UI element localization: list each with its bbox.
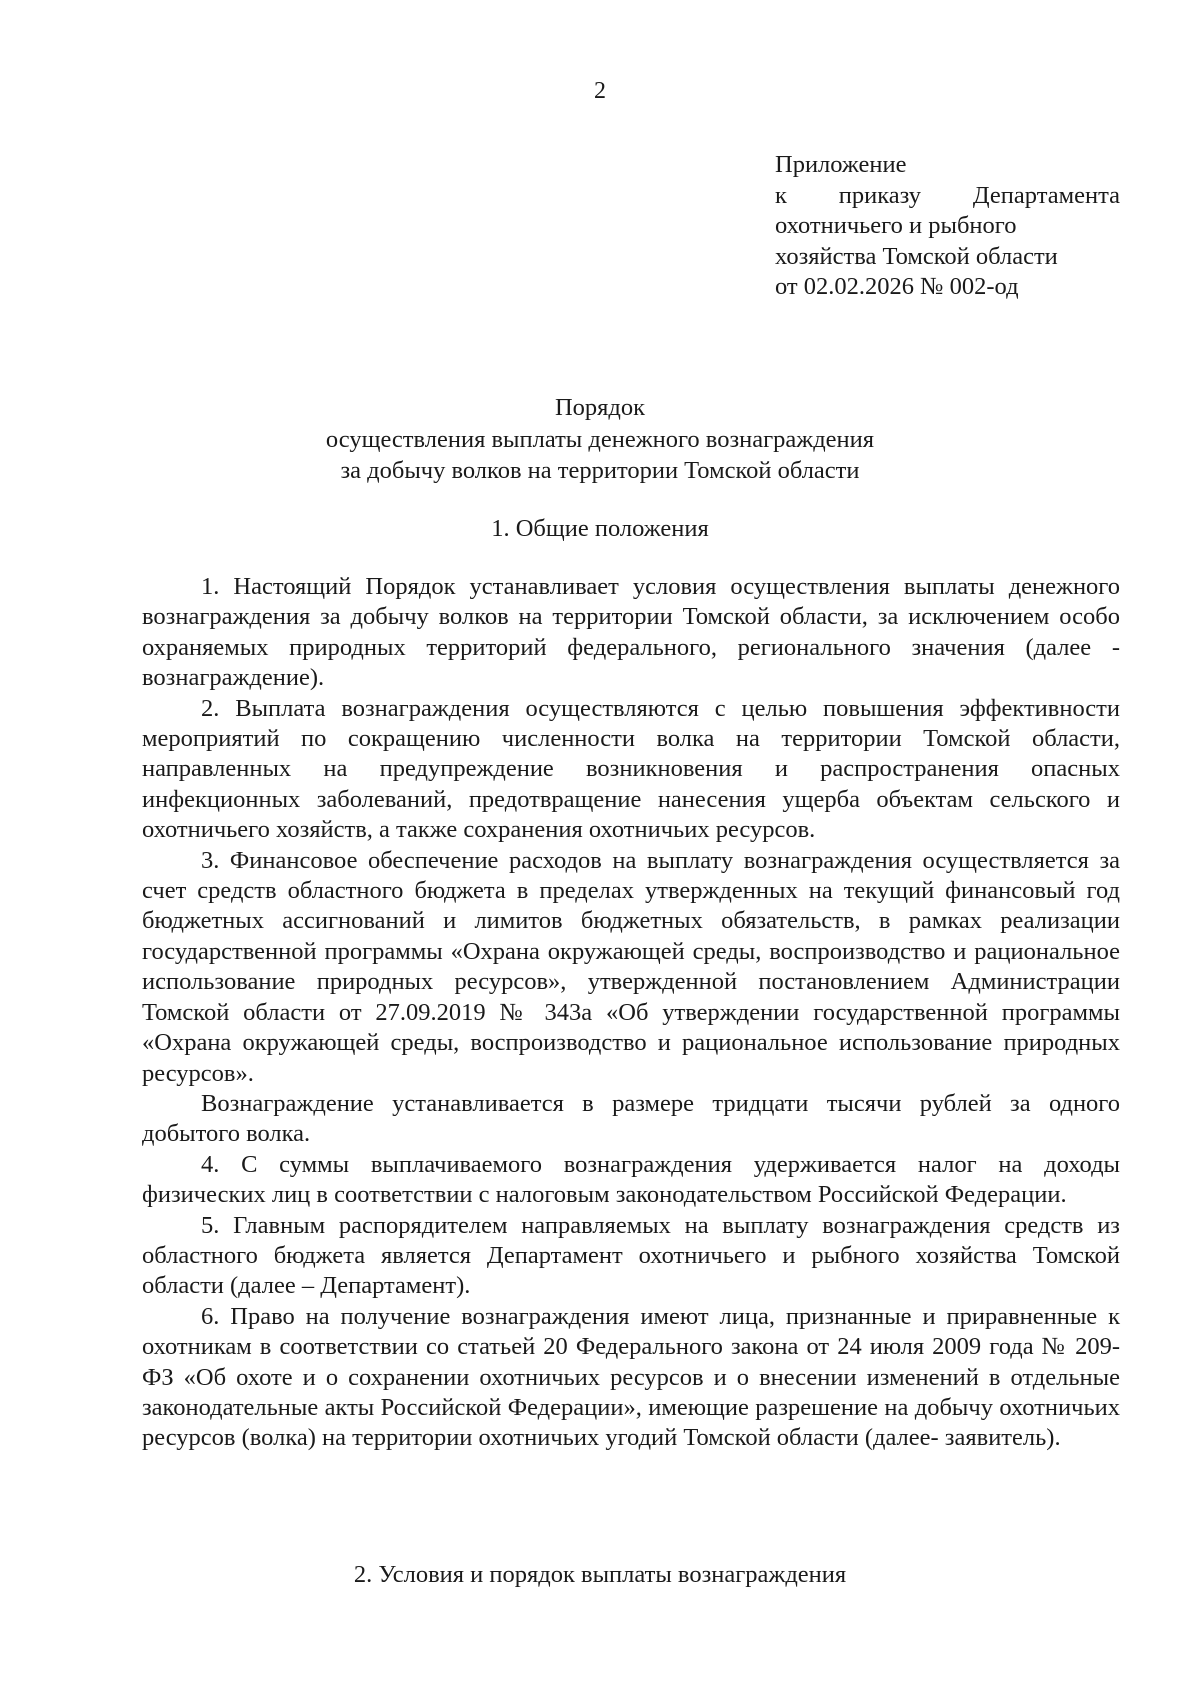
- appendix-order-ref: [775, 181, 1120, 212]
- appendix-word: Департамента: [972, 181, 1120, 209]
- appendix-department-line1: охотничьего и рыбного: [775, 212, 1017, 239]
- paragraph-1: 1. Настоящий Порядок устанавливает условия осуществления выплаты денежного вознаграждения за добычу волков на территории Томской области, за исключением особо охраняемых природных территорий федерального, регионального значения (далее - вознаграждение).: [142, 573, 1120, 692]
- page-number: 2: [594, 78, 606, 104]
- paragraph-5: 5. Главным распорядителем направляемых на выплату вознаграждения средств из областного бюджета является Департамент охотничьего и рыбного хозяйства Томской области (далее – Департамент).: [142, 1211, 1120, 1300]
- appendix-order-date: от 02.02.2026 № 002-од: [775, 273, 1019, 300]
- appendix-block: [775, 150, 1120, 303]
- document-title: [0, 392, 1200, 487]
- paragraph-2: 2. Выплата вознаграждения осуществляются с целью повышения эффективности мероприятий по сокращению численности волка на территории Томской области, направленных на предупреждение возникновения и распространения опасных инфекционных заболеваний, предотвращение нанесения ущерба объектам сельского и охотничьего хозяйств, а также сохранения охотничьих ресурсов.: [142, 694, 1120, 844]
- appendix-title: Приложение: [775, 151, 907, 178]
- title-line-2: осуществления выплаты денежного вознаграждения: [325, 425, 875, 453]
- appendix-department-line2: хозяйства Томской области: [775, 242, 1058, 270]
- section-1-body: [142, 572, 1120, 1454]
- title-line-3: за добычу волков на территории Томской области: [340, 457, 860, 484]
- paragraph-3: 3. Финансовое обеспечение расходов на выплату вознаграждения осуществляется за счет средств областного бюджета в пределах утвержденных на текущий финансовый год бюджетных ассигнований и лимитов бюджетных обязательств, в рамках реализации государственной программы «Охрана окружающей среды, воспроизводство и рациональное использование природных ресурсов», утвержденной постановлением Администрации Томской области от 27.09.2019 № 343а «Об утверждении государственной программы «Охрана окружающей среды, воспроизводство и рациональное использование природных ресурсов».: [142, 846, 1120, 1087]
- section-2-heading: 2. Условия и порядок выплаты вознаграждения: [353, 1561, 847, 1588]
- section-1-heading: 1. Общие положения: [491, 515, 709, 542]
- paragraph-6: 6. Право на получение вознаграждения имеют лица, признанные и приравненные к охотникам в соответствии со статьей 20 Федерального закона от 24 июля 2009 года № 209-ФЗ «Об охоте и о сохранении охотничьих ресурсов и о внесении изменений в отдельные законодательные акты Российской Федерации», имеющие разрешение на добычу охотничьих ресурсов (волка) на территории охотничьих угодий Томской области (далее- заявитель).: [142, 1302, 1120, 1452]
- title-line-1: Порядок: [554, 394, 646, 421]
- paragraph-3-reward-amount: Вознаграждение устанавливается в размере тридцати тысячи рублей за одного добытого волка.: [142, 1089, 1120, 1148]
- paragraph-4: 4. С суммы выплачиваемого вознаграждения удерживается налог на доходы физических лиц в соответствии с налоговым законодательством Российской Федерации.: [142, 1150, 1120, 1209]
- appendix-word: к: [775, 181, 787, 209]
- appendix-word: приказу: [838, 181, 922, 209]
